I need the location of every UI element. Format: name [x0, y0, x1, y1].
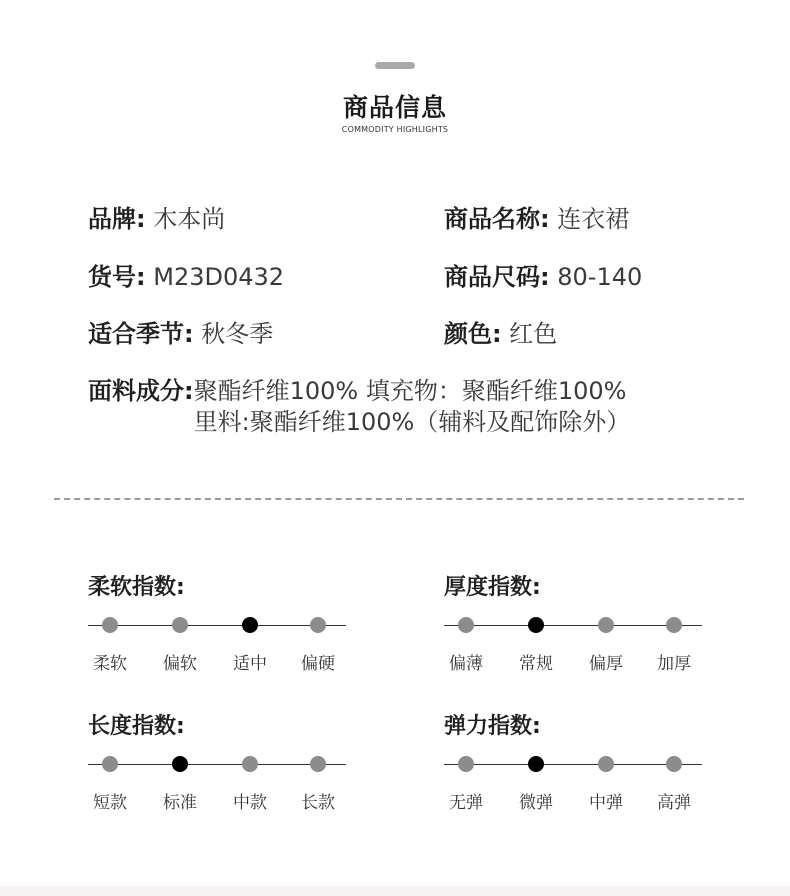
- softness-track: [88, 625, 346, 626]
- thickness-option-label: 偏薄: [449, 654, 483, 674]
- elasticity-option-label: 微弹: [519, 793, 553, 813]
- softness-scale: [88, 570, 348, 680]
- length-dot-4: [310, 756, 326, 772]
- composition-line-1: 聚酯纤维100% 填充物：聚酯纤维100%: [193, 377, 627, 405]
- section-title: 商品信息: [342, 93, 447, 122]
- color-value: 红色: [509, 320, 558, 348]
- bottom-band: [0, 886, 790, 896]
- length-track: [88, 764, 346, 765]
- elasticity-option-label: 高弹: [657, 793, 691, 813]
- softness-title: 柔软指数:: [88, 575, 185, 600]
- thickness-dot-1: [458, 617, 474, 633]
- softness-dot-3: [242, 617, 258, 633]
- length-option-label: 中款: [233, 793, 267, 813]
- elasticity-track: [444, 764, 702, 765]
- product-name-value: 连衣裙: [557, 205, 630, 233]
- softness-option-label: 适中: [233, 654, 267, 674]
- length-option-label: 短款: [93, 793, 127, 813]
- info-brand: [88, 204, 225, 234]
- elasticity-option-label: 无弹: [449, 793, 483, 813]
- info-season: [88, 319, 273, 349]
- section-divider: [54, 498, 744, 500]
- length-dot-2: [172, 756, 188, 772]
- composition-line-2: 里料:聚酯纤维100%（辅料及配饰除外）: [193, 408, 631, 436]
- sku-value: M23D0432: [153, 263, 285, 291]
- length-title: 长度指数:: [88, 714, 185, 739]
- thickness-title: 厚度指数:: [444, 575, 541, 600]
- softness-option-label: 柔软: [93, 654, 127, 674]
- composition-value: [194, 376, 631, 438]
- season-value: 秋冬季: [201, 320, 274, 348]
- composition-label: 面料成分:: [88, 377, 194, 405]
- softness-option-label: 偏硬: [301, 654, 335, 674]
- length-option-label: 标准: [163, 793, 197, 813]
- length-option-label: 长款: [301, 793, 335, 813]
- elasticity-dot-2: [528, 756, 544, 772]
- info-size: [444, 262, 642, 292]
- section-subtitle: COMMODITY HIGHLIGHTS: [341, 125, 449, 134]
- thickness-option-label: 偏厚: [589, 654, 623, 674]
- thickness-option-label: 加厚: [657, 654, 691, 674]
- length-scale: [88, 709, 348, 819]
- thickness-track: [444, 625, 702, 626]
- elasticity-title: 弹力指数:: [444, 714, 541, 739]
- thickness-dot-4: [666, 617, 682, 633]
- thickness-scale: [444, 570, 704, 680]
- info-product-name: [444, 204, 629, 234]
- info-composition: [88, 376, 630, 438]
- brand-label: 品牌:: [88, 205, 146, 233]
- product-name-label: 商品名称:: [444, 205, 550, 233]
- info-color: [444, 319, 557, 349]
- info-sku: [88, 262, 284, 292]
- brand-value: 木本尚: [153, 205, 226, 233]
- elasticity-dot-4: [666, 756, 682, 772]
- season-label: 适合季节:: [88, 320, 194, 348]
- size-value: 80-140: [557, 263, 643, 291]
- sku-label: 货号:: [88, 263, 146, 291]
- thickness-dot-3: [598, 617, 614, 633]
- drag-handle: [375, 62, 415, 69]
- softness-dot-1: [102, 617, 118, 633]
- length-dot-3: [242, 756, 258, 772]
- elasticity-scale: [444, 709, 704, 819]
- softness-option-label: 偏软: [163, 654, 197, 674]
- elasticity-dot-1: [458, 756, 474, 772]
- color-label: 颜色:: [444, 320, 502, 348]
- softness-dot-4: [310, 617, 326, 633]
- thickness-option-label: 常规: [519, 654, 553, 674]
- size-label: 商品尺码:: [444, 263, 550, 291]
- thickness-dot-2: [528, 617, 544, 633]
- softness-dot-2: [172, 617, 188, 633]
- length-dot-1: [102, 756, 118, 772]
- elasticity-option-label: 中弹: [589, 793, 623, 813]
- elasticity-dot-3: [598, 756, 614, 772]
